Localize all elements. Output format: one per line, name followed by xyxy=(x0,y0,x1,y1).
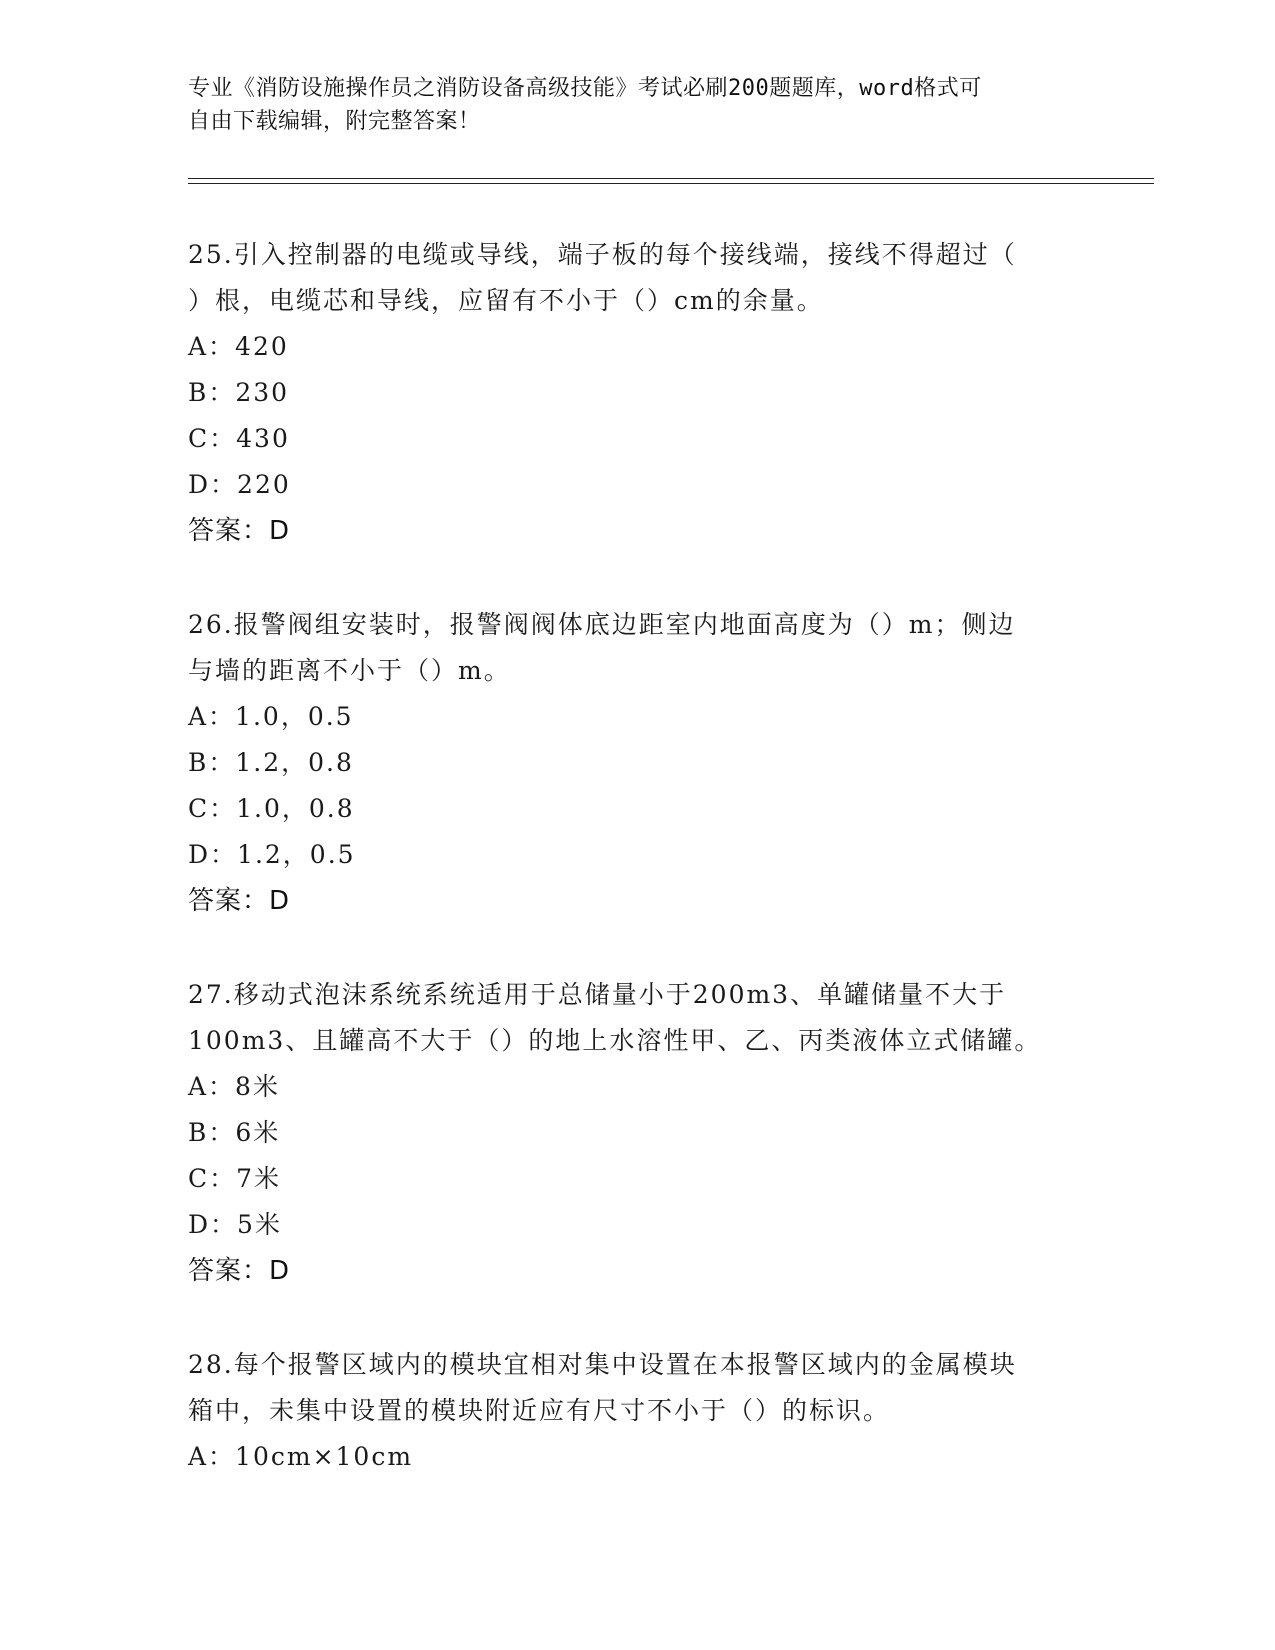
option-a: A：10cm×10cm xyxy=(188,1442,414,1471)
answer-label: 答案：D xyxy=(188,516,291,546)
header-divider-top xyxy=(188,178,1154,179)
question-stem: 100m3、且罐高不大于（）的地上水溶性甲、乙、丙类液体立式储罐。 xyxy=(188,1026,1042,1055)
question-28 xyxy=(188,1342,1088,1480)
header-line-2: 自由下载编辑，附完整答案！ xyxy=(188,109,481,134)
question-25 xyxy=(188,232,1088,554)
option-c: C：7米 xyxy=(188,1164,282,1193)
question-stem: 26.报警阀组安装时，报警阀阀体底边距室内地面高度为（）m；侧边 xyxy=(188,610,1016,639)
answer-label: 答案：D xyxy=(188,1256,291,1286)
question-stem: ）根，电缆芯和导线，应留有不小于（）cm的余量。 xyxy=(188,286,824,315)
question-27 xyxy=(188,972,1088,1294)
option-d: D：1.2，0.5 xyxy=(188,840,356,869)
option-b: B：230 xyxy=(188,378,290,407)
question-26 xyxy=(188,602,1088,924)
question-stem: 25.引入控制器的电缆或导线，端子板的每个接线端，接线不得超过（ xyxy=(188,240,1017,269)
option-c: C：1.0，0.8 xyxy=(188,794,355,823)
question-stem: 27.移动式泡沫系统系统适用于总储量小于200m3、单罐储量不大于 xyxy=(188,980,1007,1009)
option-d: D：5米 xyxy=(188,1210,282,1239)
option-a: A：8米 xyxy=(188,1072,280,1101)
option-c: C：430 xyxy=(188,424,290,453)
question-stem: 28.每个报警区域内的模块宜相对集中设置在本报警区域内的金属模块 xyxy=(188,1350,1017,1379)
option-b: B：1.2，0.8 xyxy=(188,748,354,777)
option-d: D：220 xyxy=(188,470,291,499)
answer-label: 答案：D xyxy=(188,886,291,916)
header-line-1: 专业《消防设施操作员之消防设备高级技能》考试必刷200题题库，word格式可 xyxy=(188,76,982,101)
document-header xyxy=(188,72,1088,138)
question-stem: 与墙的距离不小于（）m。 xyxy=(188,656,511,685)
option-a: A：420 xyxy=(188,332,289,361)
question-list xyxy=(188,232,1088,1528)
question-stem: 箱中，未集中设置的模块附近应有尺寸不小于（）的标识。 xyxy=(188,1396,891,1425)
header-divider-bottom xyxy=(188,183,1154,184)
option-b: B：6米 xyxy=(188,1118,281,1147)
option-a: A：1.0，0.5 xyxy=(188,702,354,731)
